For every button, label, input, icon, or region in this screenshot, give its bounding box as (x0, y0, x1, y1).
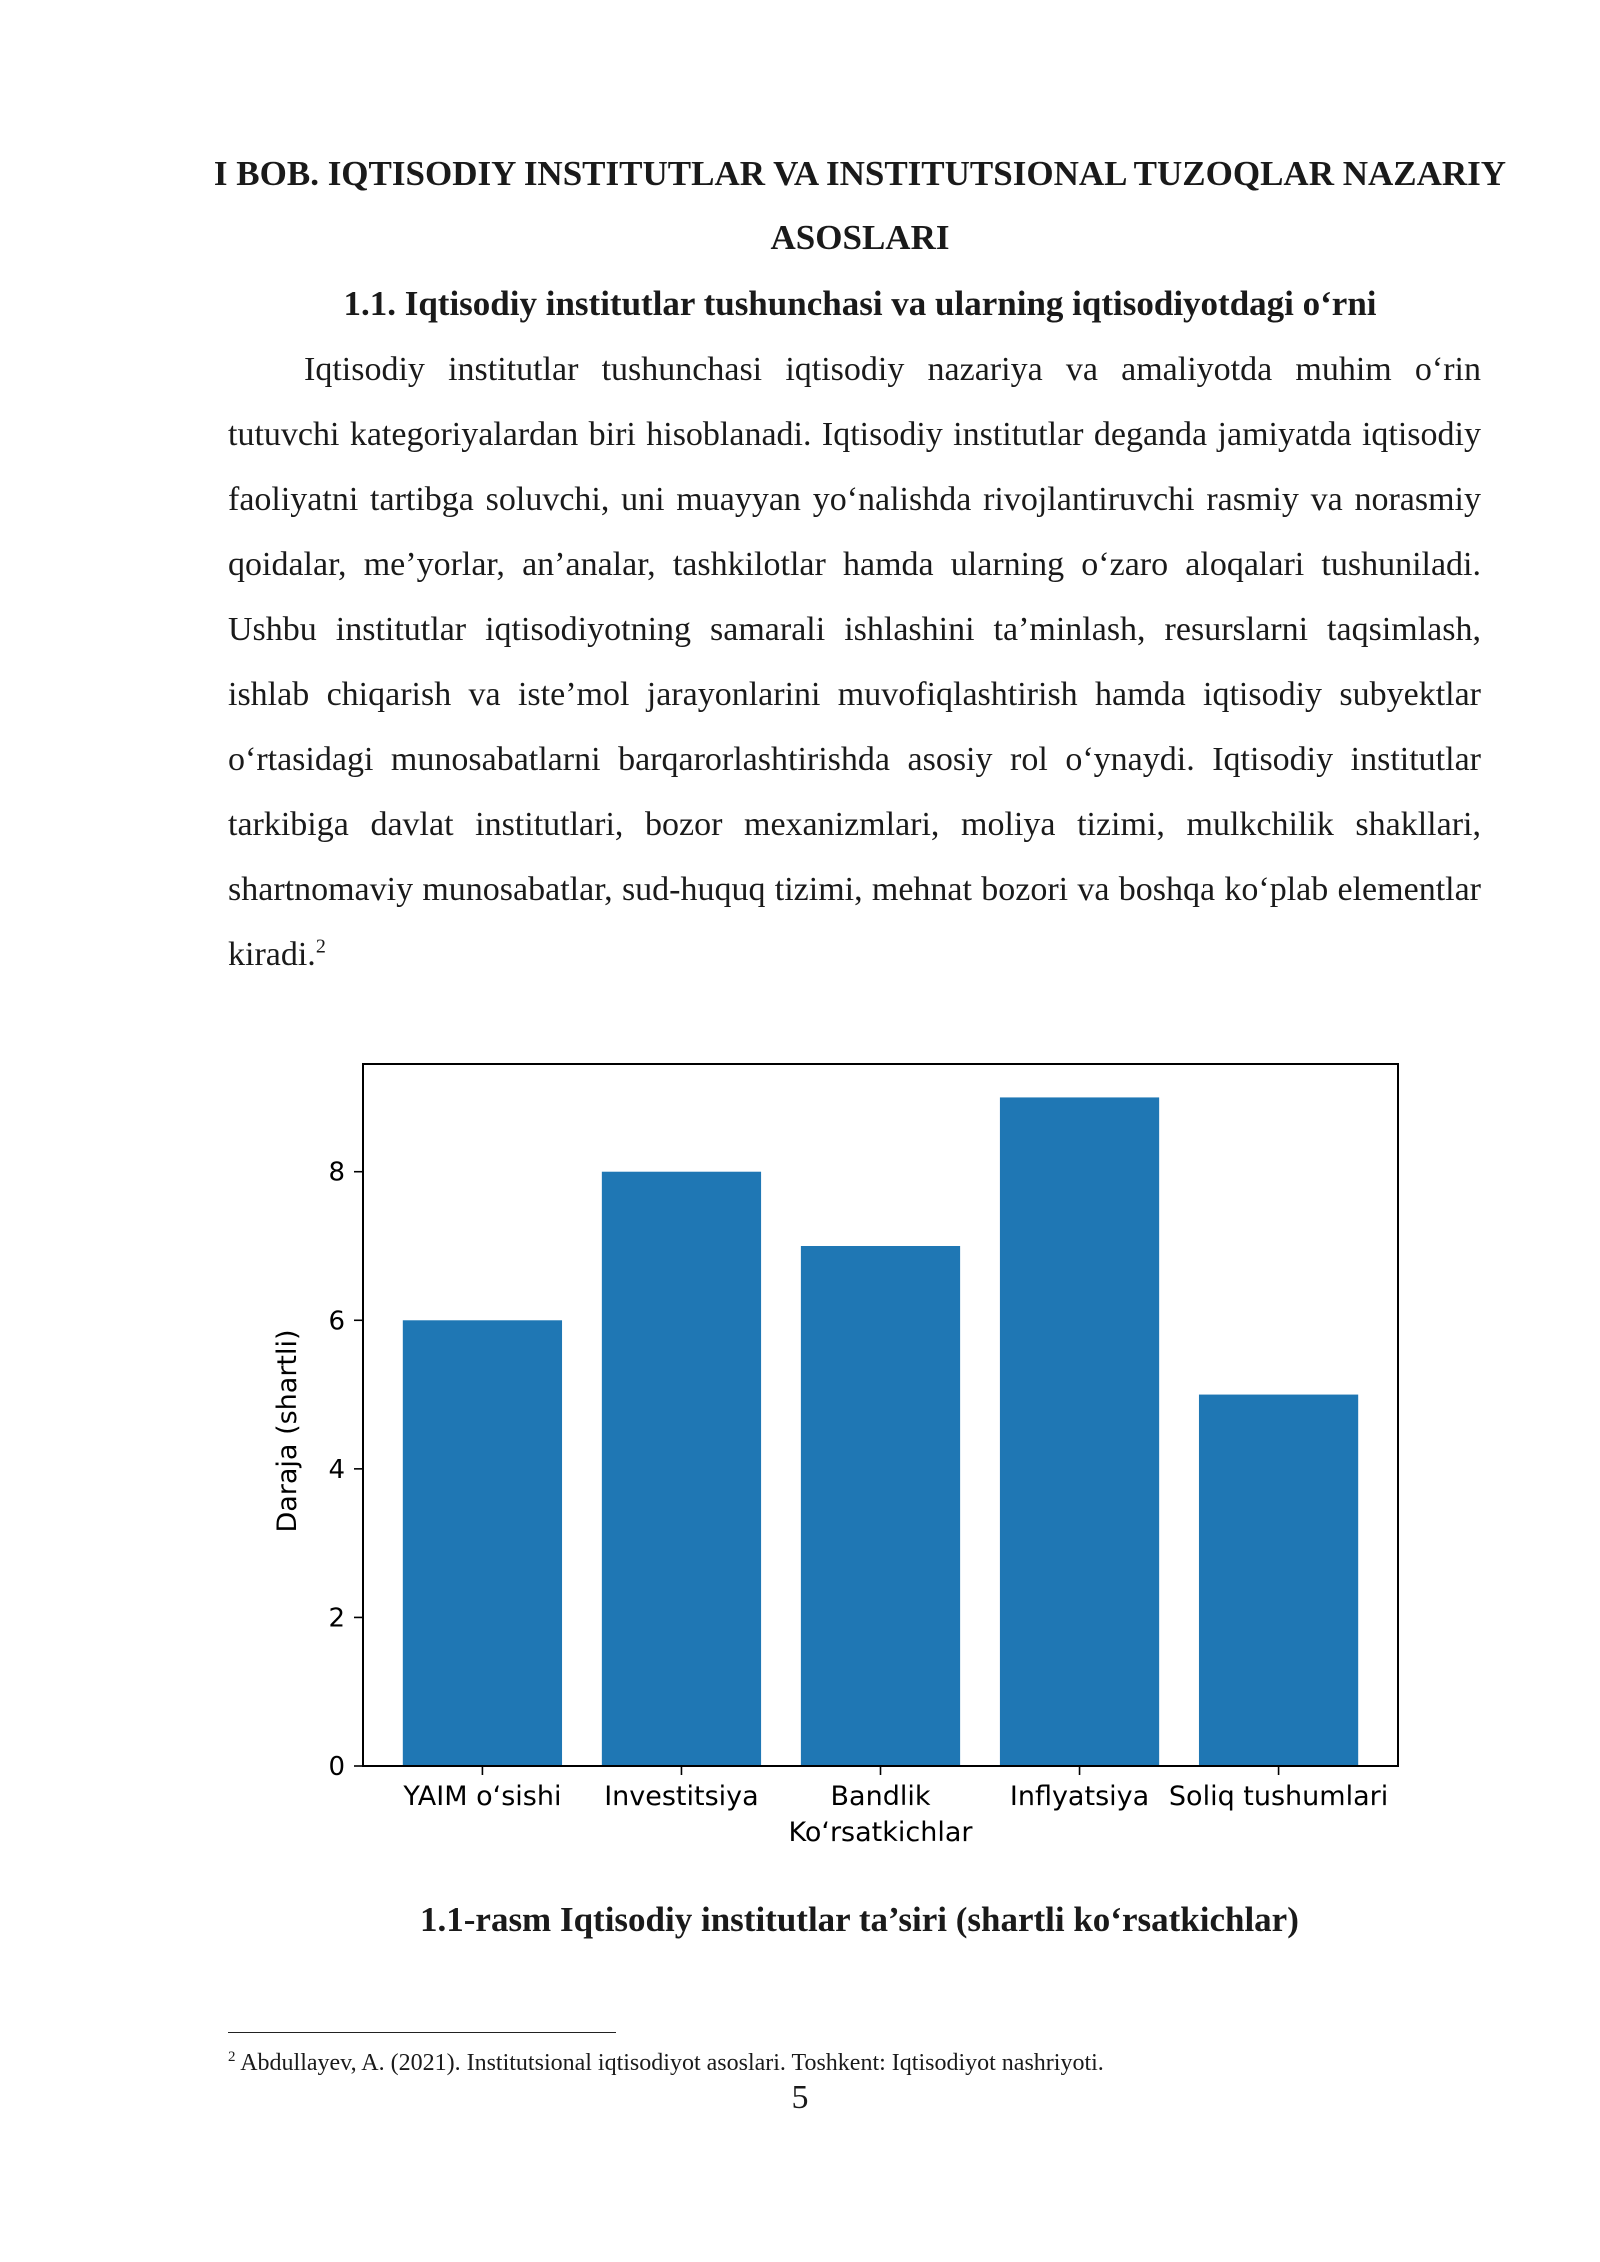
footnote (228, 2047, 1481, 2079)
footnote-reference: 2 (315, 935, 326, 958)
bar-chart-figure (270, 1060, 1430, 1870)
section-title: 1.1. Iqtisodiy institutlar tushunchasi va ularning iqtisodiyotdagi o‘rni (343, 284, 1377, 323)
footnote-separator (228, 2032, 616, 2033)
x-tick-label: YAIM o‘sishi (403, 1781, 562, 1812)
x-tick-label: Bandlik (830, 1781, 931, 1812)
bar (801, 1246, 960, 1766)
footnote-text: Abdullayev, A. (2021). Institutsional iqtisodiyot asoslari. Toshkent: Iqtisodiyot nashriyoti. (240, 2050, 1104, 2076)
paragraph-text: Iqtisodiy institutlar tushunchasi iqtisodiy nazariya va amaliyotda muhim o‘rin tutuvchi kategoriyalardan biri hisoblanadi. Iqtisodiy institutlar deganda jamiyatda iqtisodiy faoliyatni tartibga soluvchi, uni muayyan yo‘nalishda rivojlantiruvchi rasmiy va norasmiy qoidalar, me’yorlar, an’analar, tashkilotlar hamda ularning o‘zaro aloqalari tushuniladi. Ushbu institutlar iqtisodiyotning samarali ishlashini ta’minlash, resurslarni taqsimlash, ishlab chiqarish va iste’mol jarayonlarini muvofiqlashtirish hamda iqtisodiy subyektlar o‘rtasidagi munosabatlarni barqarorlashtirishda asosiy rol o‘ynaydi. Iqtisodiy institutlar tarkibiga davlat institutlari, bozor mexanizmlari, moliya tizimi, mulkchilik shakllari, shartnomaviy munosabatlar, sud-huquq tizimi, mehnat bozori va boshqa ko‘plab elementlar kiradi. (228, 351, 1481, 973)
bar (403, 1320, 562, 1766)
page-number: 5 (791, 2079, 809, 2116)
body-paragraph (228, 337, 1481, 987)
figure-caption: 1.1-rasm Iqtisodiy institutlar ta’siri (shartli ko‘rsatkichlar) (420, 1900, 1299, 1939)
footnote-marker: 2 (228, 2049, 236, 2065)
y-axis-label: Daraja (shartli) (272, 1329, 303, 1533)
y-tick-label: 4 (328, 1454, 345, 1485)
y-tick-label: 0 (328, 1752, 345, 1782)
bar-chart (270, 1060, 1430, 1870)
bar (1000, 1097, 1159, 1766)
y-tick-label: 6 (328, 1306, 345, 1337)
bar (602, 1172, 761, 1766)
x-tick-label: Soliq tushumlari (1168, 1781, 1389, 1812)
x-tick-label: Investitsiya (604, 1781, 759, 1812)
chapter-title: I BOB. IQTISODIY INSTITUTLAR VA INSTITUTSIONAL TUZOQLAR NAZARIY ASOSLARI (213, 154, 1507, 257)
y-tick-label: 2 (328, 1603, 345, 1634)
y-tick-label: 8 (328, 1157, 345, 1188)
bar (1199, 1395, 1358, 1766)
x-tick-label: Inflyatsiya (1009, 1781, 1150, 1812)
x-axis-label: Ko‘rsatkichlar (788, 1817, 973, 1848)
